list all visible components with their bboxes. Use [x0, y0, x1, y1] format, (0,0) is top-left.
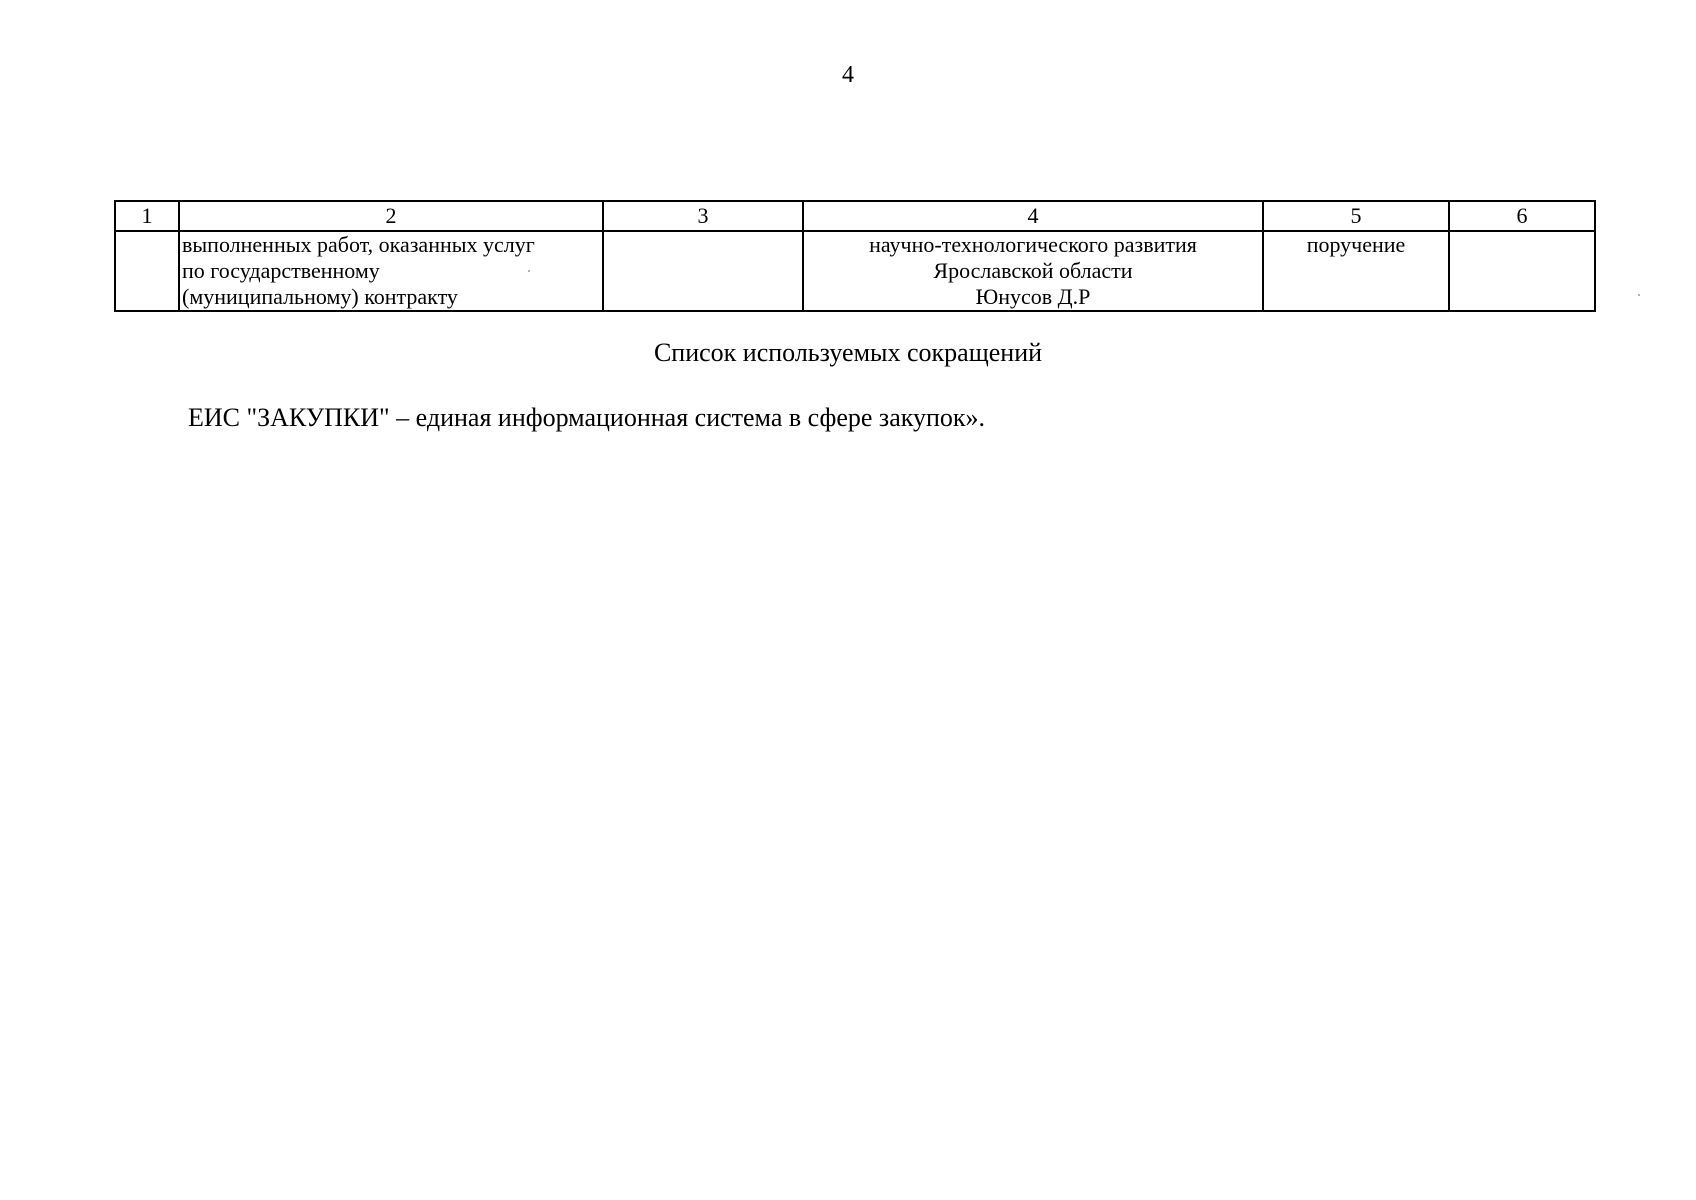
responsible-text-line: Ярославской области — [933, 258, 1133, 283]
table-cell-deadline — [603, 231, 803, 311]
table-header-cell-1: 1 — [115, 201, 179, 231]
table-header-cell-2: 2 — [179, 201, 603, 231]
table-header-cell-5: 5 — [1263, 201, 1449, 231]
table-header-cell-4: 4 — [803, 201, 1263, 231]
responsible-text-line: Юнусов Д.Р — [975, 284, 1091, 309]
page-number: 4 — [842, 62, 854, 88]
event-text-line: по государственному — [182, 258, 380, 283]
document-table — [114, 200, 1596, 312]
table-cell-notes — [1449, 231, 1595, 311]
scan-speck — [1638, 294, 1640, 296]
event-text-line: выполненных работ, оказанных услуг — [182, 232, 535, 257]
table-cell-event — [179, 231, 603, 311]
abbreviation-entry: ЕИС "ЗАКУПКИ" – единая информационная система в сфере закупок». — [188, 403, 986, 432]
table-header-cell-3: 3 — [603, 201, 803, 231]
table-cell-responsible — [803, 231, 1263, 311]
table-header-row — [115, 201, 1595, 231]
responsible-text-line: научно-технологического развития — [869, 232, 1197, 257]
abbreviations-title: Список используемых сокращений — [653, 338, 1043, 367]
table-header-cell-6: 6 — [1449, 201, 1595, 231]
table-cell-document-type: поручение — [1263, 231, 1449, 311]
event-text-line: (муниципальному) контракту — [182, 284, 458, 309]
table-cell-number — [115, 231, 179, 311]
scan-speck — [528, 270, 530, 272]
table-row — [115, 231, 1595, 311]
